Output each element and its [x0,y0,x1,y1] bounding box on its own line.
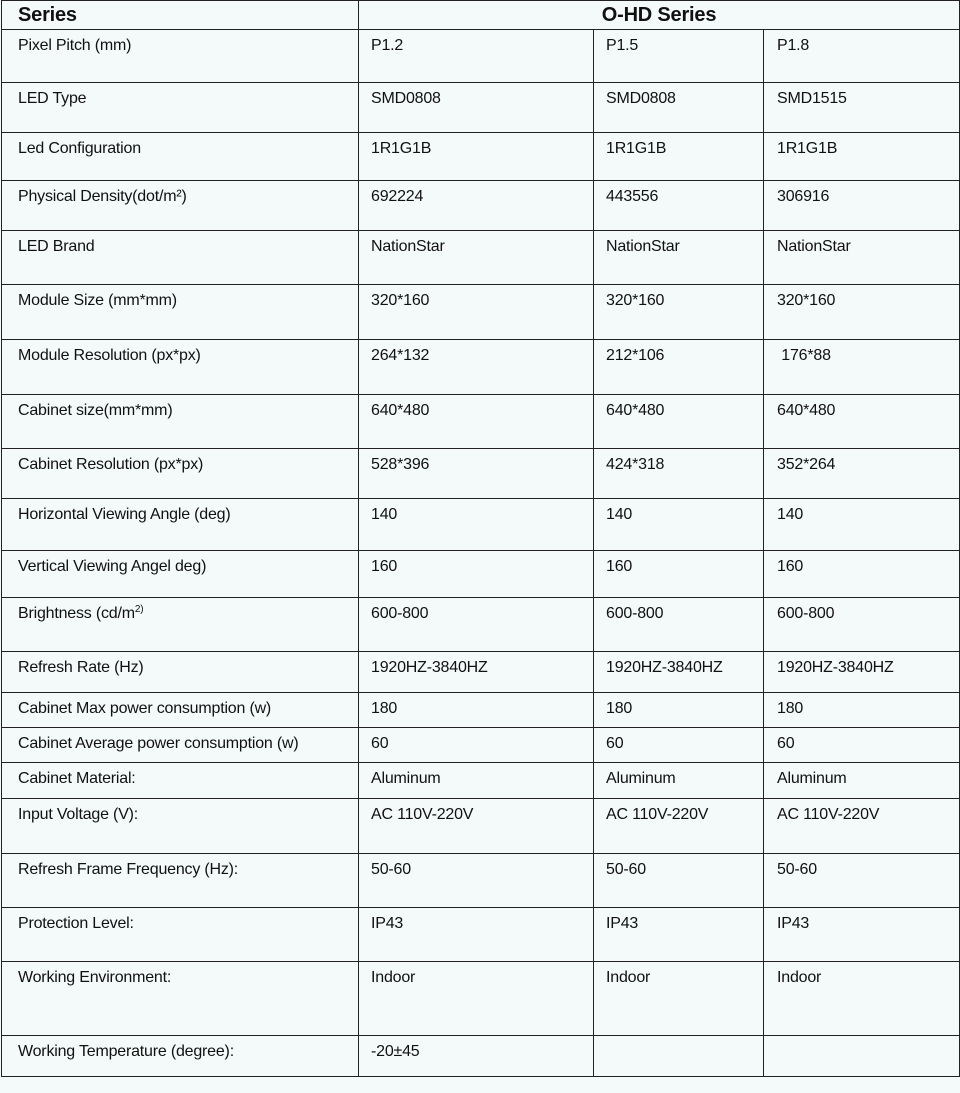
table-row [2,1036,960,1077]
table-row [2,285,960,340]
cell-value: SMD1515 [764,83,960,133]
cell-value: 1R1G1B [594,133,764,181]
cell-value: 692224 [359,181,594,231]
cell-value: 160 [359,551,594,598]
cell-value: IP43 [594,908,764,962]
row-label: Input Voltage (V): [2,799,359,854]
cell-value: AC 110V-220V [764,799,960,854]
table-row [2,693,960,728]
table-row [2,133,960,181]
cell-value: 528*396 [359,449,594,499]
series-title: O-HD Series [359,1,960,30]
table-row [2,181,960,231]
cell-value: IP43 [764,908,960,962]
cell-value [764,1036,960,1077]
series-label: Series [2,1,359,30]
cell-value: SMD0808 [594,83,764,133]
cell-value: 180 [594,693,764,728]
cell-value: 160 [764,551,960,598]
cell-value: SMD0808 [359,83,594,133]
table-row [2,83,960,133]
cell-value: 600-800 [764,598,960,652]
cell-value: 140 [359,499,594,551]
cell-value: IP43 [359,908,594,962]
cell-value: 160 [594,551,764,598]
cell-value: 180 [764,693,960,728]
row-label: Cabinet Resolution (px*px) [2,449,359,499]
cell-value: NationStar [594,231,764,285]
row-label: Module Resolution (px*px) [2,340,359,395]
table-row [2,763,960,799]
table-row [2,854,960,908]
cell-value: 264*132 [359,340,594,395]
row-label: Physical Density(dot/m²) [2,181,359,231]
cell-value: 352*264 [764,449,960,499]
row-label: Cabinet size(mm*mm) [2,395,359,449]
table-row [2,962,960,1036]
cell-value: 1920HZ-3840HZ [594,652,764,693]
table-row [2,598,960,652]
cell-value: NationStar [359,231,594,285]
cell-value: 320*160 [594,285,764,340]
cell-value: 180 [359,693,594,728]
spec-table [1,0,960,1077]
cell-value: 60 [359,728,594,763]
cell-value: 306916 [764,181,960,231]
cell-value: -20±45 [359,1036,594,1077]
table-row [2,499,960,551]
cell-value: 424*318 [594,449,764,499]
row-label: Cabinet Average power consumption (w) [2,728,359,763]
cell-value: Aluminum [594,763,764,799]
cell-value: 1R1G1B [359,133,594,181]
cell-value: Indoor [594,962,764,1036]
cell-value: 1920HZ-3840HZ [764,652,960,693]
brightness-label-text: Brightness (cd/m [18,605,135,622]
table-row [2,652,960,693]
row-label: Vertical Viewing Angel deg) [2,551,359,598]
table-row [2,551,960,598]
table-row [2,908,960,962]
row-label: LED Brand [2,231,359,285]
row-label: Working Environment: [2,962,359,1036]
row-label: Protection Level: [2,908,359,962]
table-row [2,395,960,449]
cell-value: 320*160 [764,285,960,340]
cell-value: 640*480 [594,395,764,449]
row-label: Working Temperature (degree): [2,1036,359,1077]
cell-value: 140 [594,499,764,551]
row-label: Cabinet Material: [2,763,359,799]
cell-value: 640*480 [359,395,594,449]
table-row [2,30,960,83]
row-label: Module Size (mm*mm) [2,285,359,340]
row-label: Refresh Frame Frequency (Hz): [2,854,359,908]
cell-value: 640*480 [764,395,960,449]
table-row [2,799,960,854]
row-label: Cabinet Max power consumption (w) [2,693,359,728]
cell-value: 1R1G1B [764,133,960,181]
cell-value: AC 110V-220V [359,799,594,854]
cell-value: P1.5 [594,30,764,83]
cell-value [594,1036,764,1077]
row-label: LED Type [2,83,359,133]
cell-value: Indoor [359,962,594,1036]
cell-value: 60 [594,728,764,763]
brightness-label-sup: 2) [134,604,144,615]
cell-value: 50-60 [764,854,960,908]
cell-value: Aluminum [764,763,960,799]
cell-value: P1.8 [764,30,960,83]
row-label: Refresh Rate (Hz) [2,652,359,693]
cell-value: 320*160 [359,285,594,340]
header-row [2,1,960,30]
cell-value: 600-800 [594,598,764,652]
cell-value: 212*106 [594,340,764,395]
cell-value: 443556 [594,181,764,231]
cell-value: 50-60 [359,854,594,908]
cell-value: 50-60 [594,854,764,908]
row-label: Horizontal Viewing Angle (deg) [2,499,359,551]
cell-value: 140 [764,499,960,551]
table-row [2,340,960,395]
cell-value: Aluminum [359,763,594,799]
cell-value: Indoor [764,962,960,1036]
row-label [2,598,359,652]
row-label: Pixel Pitch (mm) [2,30,359,83]
cell-value: P1.2 [359,30,594,83]
cell-value: 600-800 [359,598,594,652]
cell-value: NationStar [764,231,960,285]
table-row [2,449,960,499]
cell-value: 60 [764,728,960,763]
cell-value: 1920HZ-3840HZ [359,652,594,693]
table-row [2,231,960,285]
cell-value: AC 110V-220V [594,799,764,854]
cell-value: 176*88 [764,340,960,395]
row-label: Led Configuration [2,133,359,181]
table-row [2,728,960,763]
